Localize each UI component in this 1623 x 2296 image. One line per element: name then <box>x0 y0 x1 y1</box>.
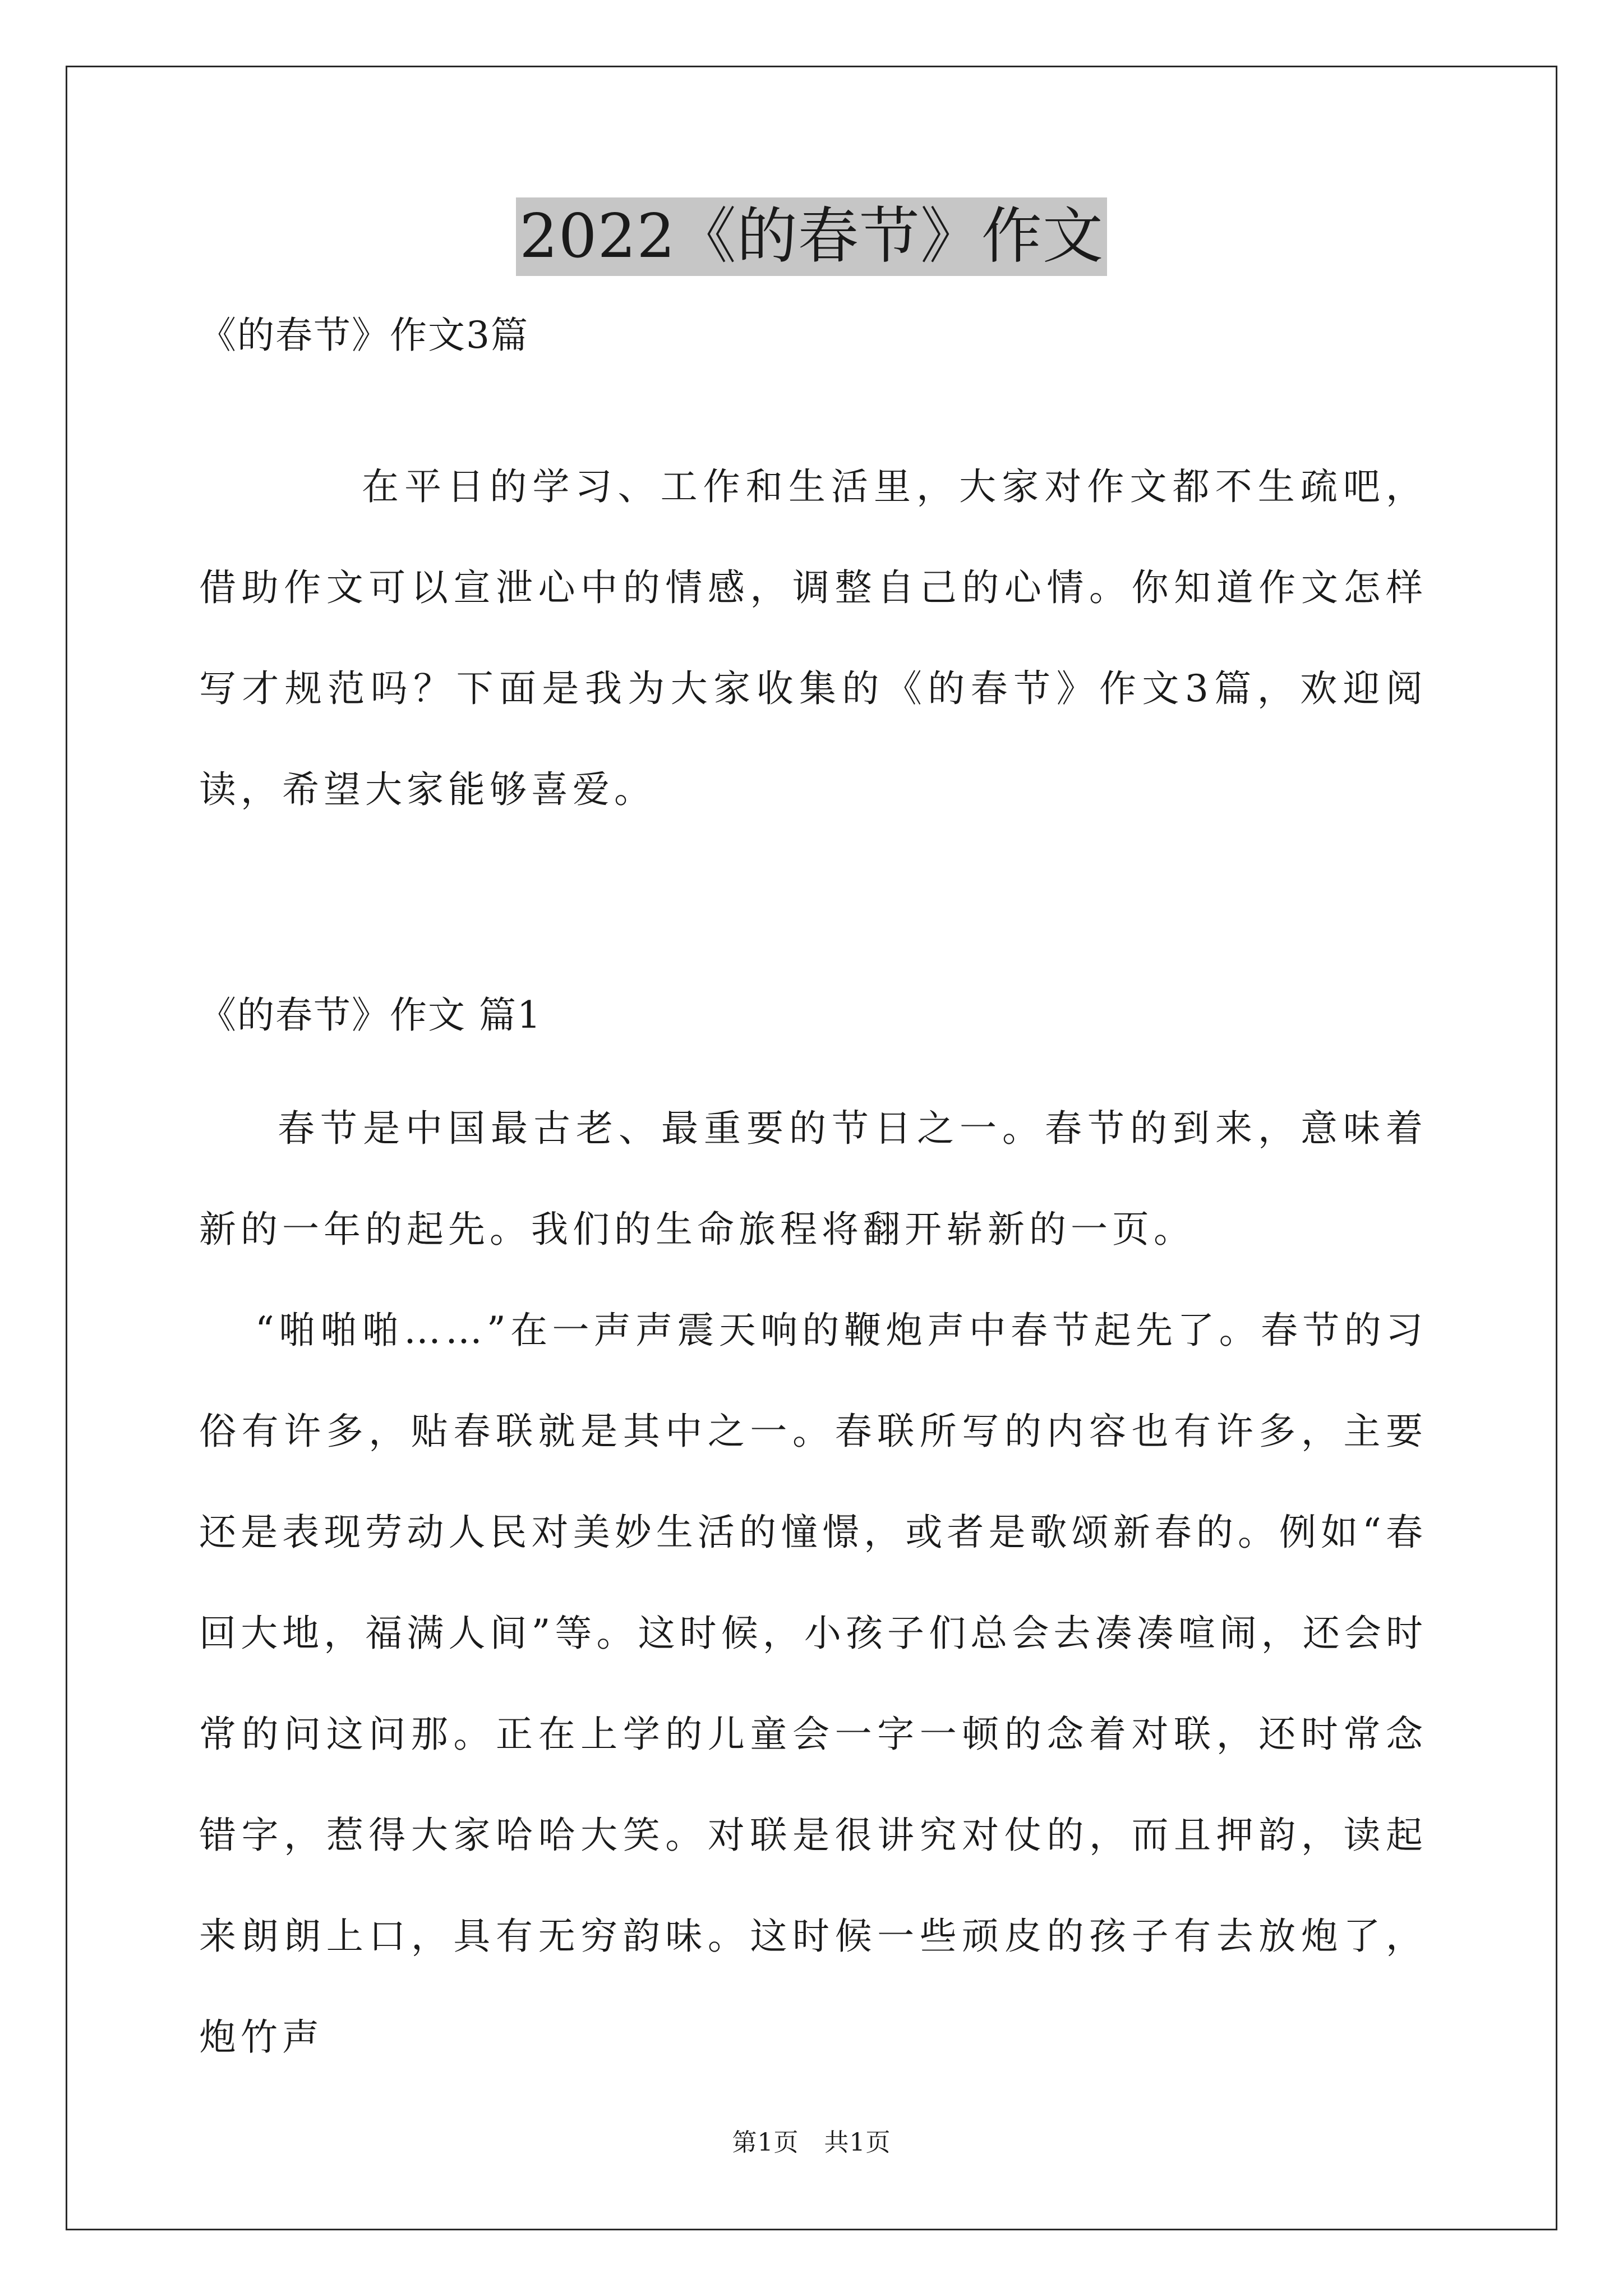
page-footer: 第1页 共1页 <box>732 2128 891 2157</box>
title-container <box>0 197 1623 276</box>
body-paragraph-2: “啪啪啪……”在一声声震天响的鞭炮声中春节起先了。春节的习俗有许多，贴春联就是其中之一。春联所写的内容也有许多，主要还是表现劳动人民对美妙生活的憧憬，或者是歌颂新春的。例如“春回大地，福满人间”等。这时候，小孩子们总会去凑凑喧闹，还会时常的问这问那。正在上学的儿童会一字一顿的念着对联，还时常念错字，惹得大家哈哈大笑。对联是很讲究对仗的，而且押韵，读起来朗朗上口，具有无穷韵味。这时候一些顽皮的孩子有去放炮了，炮竹声 <box>199 1309 1427 2059</box>
body-paragraph-1: 春节是中国最古老、最重要的节日之一。春节的到来，意味着新的一年的起先。我们的生命旅程将翻开崭新的一页。 <box>199 1107 1427 1251</box>
section-heading: 《的春节》作文 篇1 <box>199 993 542 1037</box>
document-title: 2022《的春节》作文 <box>516 197 1107 276</box>
document-subtitle: 《的春节》作文3篇 <box>199 314 529 357</box>
intro-paragraph: 在平日的学习、工作和生活里，大家对作文都不生疏吧，借助作文可以宣泄心中的情感，调整自己的心情。你知道作文怎样写才规范吗？下面是我为大家收集的《的春节》作文3篇，欢迎阅读，希望大家能够喜爱。 <box>199 465 1427 811</box>
